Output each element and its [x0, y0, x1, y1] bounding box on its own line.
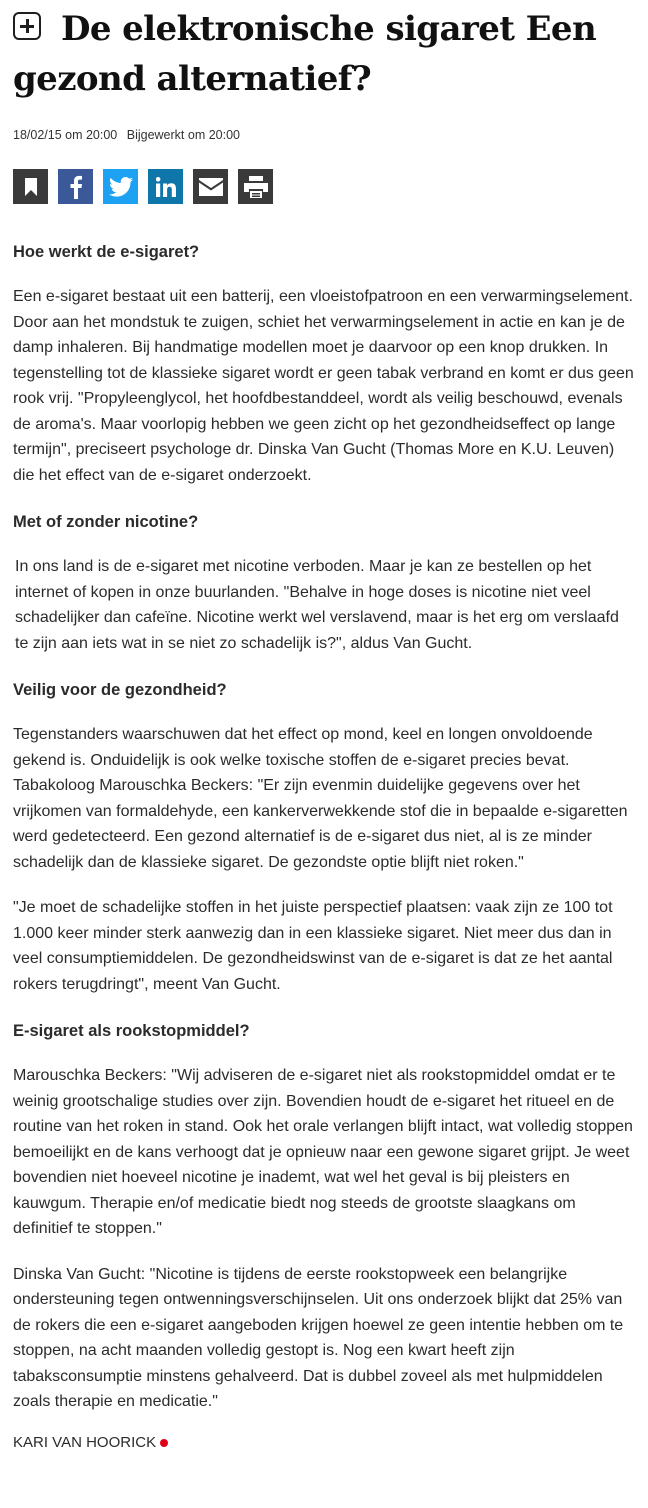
facebook-icon	[69, 175, 83, 199]
author-name[interactable]: KARI VAN HOORICK	[13, 1433, 157, 1451]
print-icon	[244, 176, 268, 198]
author-dot-icon	[160, 1439, 168, 1447]
twitter-icon	[109, 177, 133, 197]
paragraph: Een e-sigaret bestaat uit een batterij, een vloeistofpatroon en een verwarmingselement. Door aan het mondstuk te zuigen, schiet het verwarmingselement in actie en kan je de damp inhaleren. Bij handmatige modellen moet je daarvoor op een knop drukken. In tegenstelling tot de klassieke sigaret wordt er geen tabak verbrand en komt er dus geen rook vrij. "Propyleenglycol, het hoofdbestanddeel, wordt als veilig beschouwd, evenals de aroma's. Maar voorlopig hebben we geen zicht op het gezondheidseffect op lange termijn", preciseert psychologe dr. Dinska Van Gucht (Thomas More en K.U. Leuven) die het effect van de e-sigaret onderzoekt.	[13, 288, 634, 484]
title-row	[13, 4, 635, 104]
email-share-button[interactable]	[193, 169, 228, 204]
print-button[interactable]	[238, 169, 273, 204]
section-heading: E-sigaret als rookstopmiddel?	[13, 1022, 250, 1040]
paragraph: Marouschka Beckers: "Wij adviseren de e-sigaret niet als rookstopmiddel omdat er te weinig grootschalige studies over zijn. Bovendien houdt de e-sigaret het ritueel en de routine van het roken in stand. Ook het orale verlangen blijft intact, wat volledig stoppen bemoeilijkt en de kans verhoogt dat je opnieuw naar een gewone sigaret grijpt. Je weet bovendien niet hoeveel nicotine je inademt, wat wel het geval is bij pleisters en kauwgum. Therapie en/of medicatie biedt nog steeds de grootste slaagkans om definitief te stoppen."	[13, 1067, 633, 1237]
section-heading: Hoe werkt de e-sigaret?	[13, 243, 200, 261]
bookmark-button[interactable]	[13, 169, 48, 204]
article	[13, 0, 635, 1451]
author-byline	[13, 1434, 635, 1451]
facebook-share-button[interactable]	[58, 169, 93, 204]
paragraph: Tegenstanders waarschuwen dat het effect op mond, keel en longen onvoldoende gekend is. Onduidelijk is ook welke toxische stoffen de e-sigaret precies bevat. Tabakoloog Marouschka Beckers: "Er zijn evenmin duidelijke gegevens over het vrijkomen van formaldehyde, een kankerverwekkende stof die in bepaalde e-sigaretten werd gedetecteerd. Een gezond alternatief is de e-sigaret dus niet, al is ze minder schadelijk dan de klassieke sigaret. De gezondste optie blijft niet roken."	[13, 726, 628, 871]
section-heading: Veilig voor de gezondheid?	[13, 681, 227, 699]
paragraph: "Je moet de schadelijke stoffen in het juiste perspectief plaatsen: vaak zijn ze 100 tot 1.000 keer minder sterk aanwezig dan in een klassieke sigaret. Niet meer dus dan in veel consumptiemiddelen. De gezondheidswinst van de e-sigaret is dat ze het aantal rokers terugdringt", meent Van Gucht.	[13, 899, 613, 993]
twitter-share-button[interactable]	[103, 169, 138, 204]
email-icon	[199, 178, 223, 196]
linkedin-share-button[interactable]	[148, 169, 183, 204]
article-body	[13, 240, 635, 1451]
expand-plus-icon[interactable]	[13, 12, 41, 40]
bookmark-icon	[24, 177, 38, 197]
linkedin-icon	[156, 177, 176, 197]
section-heading: Met of zonder nicotine?	[13, 513, 199, 531]
publish-date: 18/02/15 om 20:00	[13, 128, 118, 142]
updated-time: Bijgewerkt om 20:00	[126, 128, 240, 142]
share-bar	[13, 169, 635, 205]
article-meta	[13, 128, 635, 142]
paragraph: Dinska Van Gucht: "Nicotine is tijdens de eerste rookstopweek een belangrijke ondersteuning tegen ontwenningsverschijnselen. Uit ons onderzoek blijkt dat 25% van de rokers die een e-sigaret aangeboden krijgen hoewel ze geen intentie hebben om te stoppen, na acht maanden volledig gestopt is. Nog een kwart heeft zijn tabaksconsumptie minstens gehalveerd. Dat is dubbel zoveel als met hulpmiddelen zoals therapie en medicatie."	[13, 1265, 624, 1410]
paragraph: In ons land is de e-sigaret met nicotine verboden. Maar je kan ze bestellen op het internet of kopen in onze buurlanden. "Behalve in hoge doses is nicotine niet veel schadelijker dan cafeïne. Nicotine werkt wel verslavend, maar is het erg om verslaafd te zijn aan iets wat in se niet zo schadelijk is?", aldus Van Gucht.	[15, 558, 619, 652]
article-title: De elektronische sigaret Een gezond alternatief?	[13, 9, 597, 99]
